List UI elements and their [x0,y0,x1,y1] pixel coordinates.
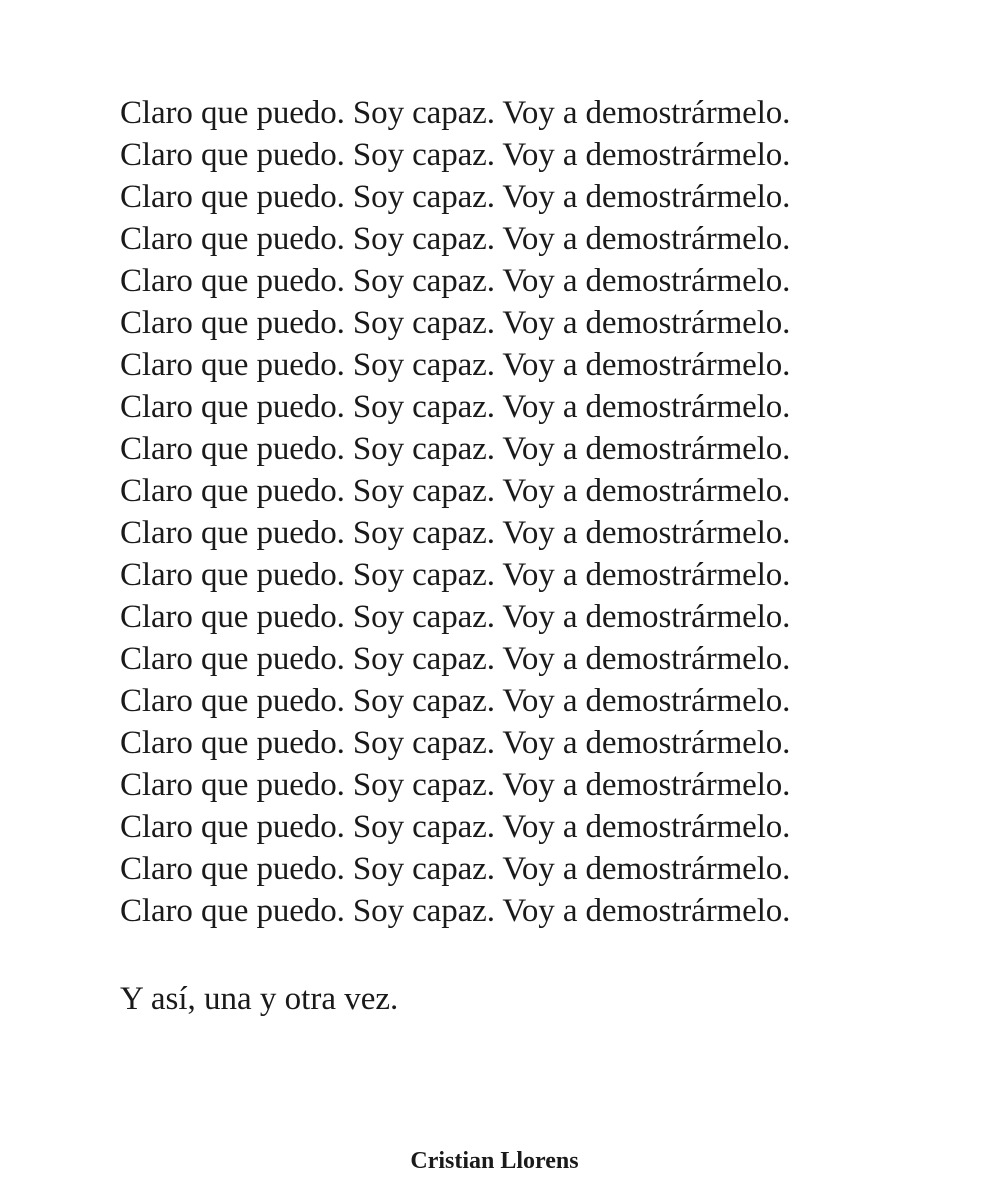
poem-line: Claro que puedo. Soy capaz. Voy a demostrármelo. [120,893,791,929]
poem-line: Claro que puedo. Soy capaz. Voy a demostrármelo. [120,347,791,383]
author-name: Cristian Llorens [410,1148,579,1174]
poem-line: Claro que puedo. Soy capaz. Voy a demostrármelo. [120,557,791,593]
poem-line: Claro que puedo. Soy capaz. Voy a demostrármelo. [120,851,791,887]
poem-block [120,92,920,932]
poem-line: Claro que puedo. Soy capaz. Voy a demostrármelo. [120,725,791,761]
poem-line: Claro que puedo. Soy capaz. Voy a demostrármelo. [120,305,791,341]
poem-line: Claro que puedo. Soy capaz. Voy a demostrármelo. [120,95,791,131]
poem-line: Claro que puedo. Soy capaz. Voy a demostrármelo. [120,431,791,467]
poem-line: Claro que puedo. Soy capaz. Voy a demostrármelo. [120,809,791,845]
poem-line: Claro que puedo. Soy capaz. Voy a demostrármelo. [120,221,791,257]
poem-line: Claro que puedo. Soy capaz. Voy a demostrármelo. [120,599,791,635]
poem-line: Claro que puedo. Soy capaz. Voy a demostrármelo. [120,179,791,215]
poem-line: Claro que puedo. Soy capaz. Voy a demostrármelo. [120,641,791,677]
poem-line: Claro que puedo. Soy capaz. Voy a demostrármelo. [120,389,791,425]
poem-line: Claro que puedo. Soy capaz. Voy a demostrármelo. [120,515,791,551]
poem-line: Claro que puedo. Soy capaz. Voy a demostrármelo. [120,683,791,719]
poem-line: Claro que puedo. Soy capaz. Voy a demostrármelo. [120,137,791,173]
poem-line: Claro que puedo. Soy capaz. Voy a demostrármelo. [120,767,791,803]
poem-closing-line: Y así, una y otra vez. [120,981,399,1017]
poem-line: Claro que puedo. Soy capaz. Voy a demostrármelo. [120,473,791,509]
poem-line: Claro que puedo. Soy capaz. Voy a demostrármelo. [120,263,791,299]
